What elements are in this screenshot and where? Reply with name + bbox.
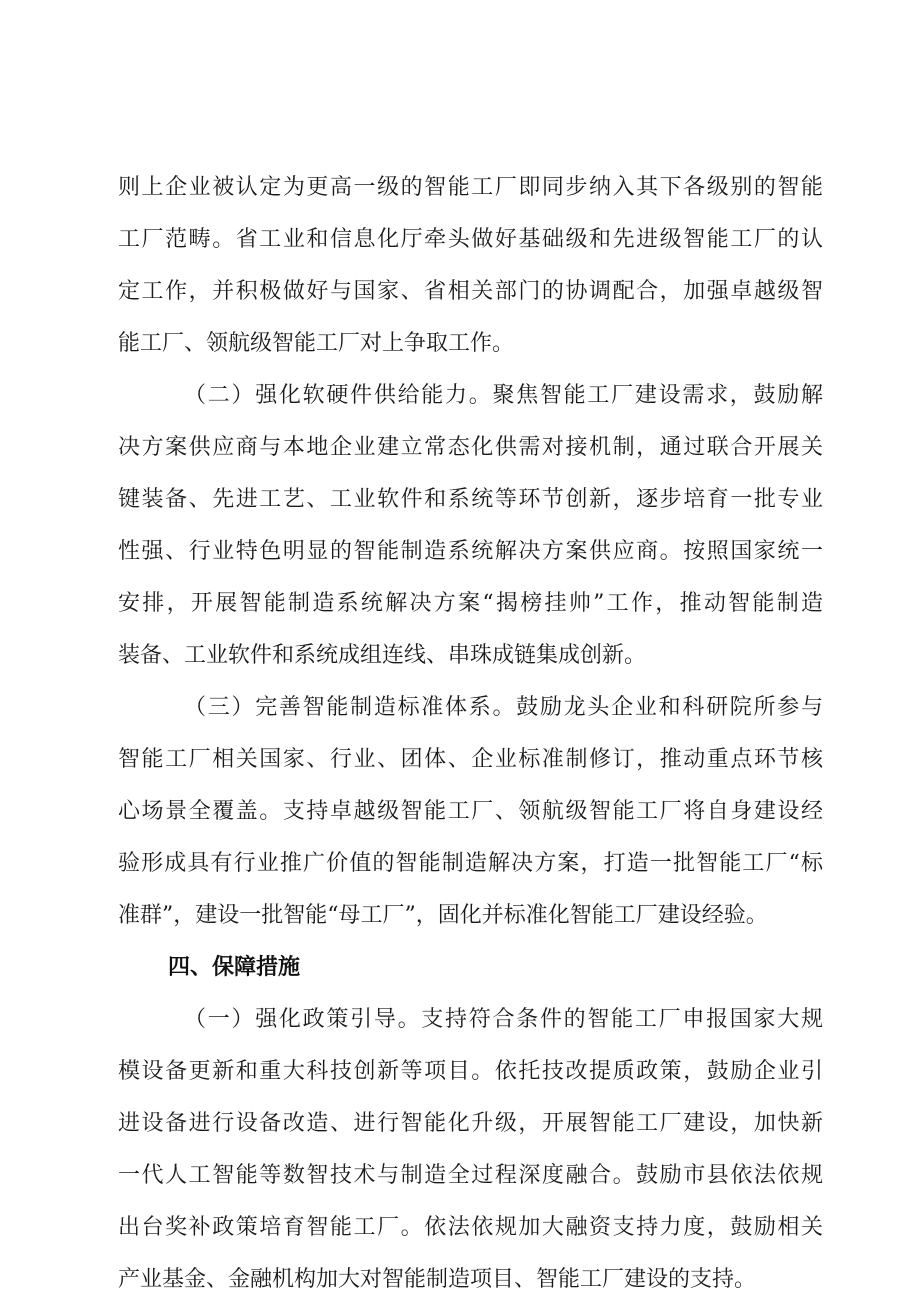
body-line: 则上企业被认定为更高一级的智能工厂即同步纳入其下各级别的智能 — [118, 175, 823, 200]
body-line: 进设备进行设备改造、进行智能化升级，开展智能工厂建设，加快新 — [118, 1111, 823, 1136]
body-line: 产业基金、金融机构加大对智能制造项目、智能工厂建设的支持。 — [118, 1267, 757, 1292]
body-line: 定工作，并积极做好与国家、省相关部门的协调配合，加强卓越级智 — [118, 279, 823, 304]
body-line: 模设备更新和重大科技创新等项目。依托技改提质政策，鼓励企业引 — [118, 1059, 823, 1084]
section-heading: 四、保障措施 — [168, 955, 301, 980]
body-line: 心场景全覆盖。支持卓越级智能工厂、领航级智能工厂将自身建设经 — [118, 799, 823, 824]
body-line: 准群”，建设一批智能“母工厂”，固化并标准化智能工厂建设经验。 — [118, 903, 768, 928]
body-line: 能工厂、领航级智能工厂对上争取工作。 — [118, 331, 515, 356]
body-line: 工厂范畴。省工业和信息化厅牵头做好基础级和先进级智能工厂的认 — [118, 227, 823, 252]
body-line: 智能工厂相关国家、行业、团体、企业标准制修订，推动重点环节核 — [118, 747, 823, 772]
section-line: （三）完善智能制造标准体系。鼓励龙头企业和科研院所参与 — [184, 695, 823, 720]
body-line: 验形成具有行业推广价值的智能制造解决方案，打造一批智能工厂“标 — [118, 851, 823, 876]
body-line: 安排，开展智能制造系统解决方案“揭榜挂帅”工作，推动智能制造 — [118, 591, 823, 616]
body-line: 决方案供应商与本地企业建立常态化供需对接机制，通过联合开展关 — [118, 435, 823, 460]
section-line: （二）强化软硬件供给能力。聚焦智能工厂建设需求，鼓励解 — [184, 383, 823, 408]
section-line: （一）强化政策引导。支持符合条件的智能工厂申报国家大规 — [184, 1007, 823, 1032]
body-line: 装备、工业软件和系统成组连线、串珠成链集成创新。 — [118, 643, 647, 668]
body-line: 性强、行业特色明显的智能制造系统解决方案供应商。按照国家统一 — [118, 539, 823, 564]
body-line: 出台奖补政策培育智能工厂。依法依规加大融资支持力度，鼓励相关 — [118, 1215, 823, 1240]
document-body — [118, 162, 823, 1306]
body-line: 键装备、先进工艺、工业软件和系统等环节创新，逐步培育一批专业 — [118, 487, 823, 512]
body-line: 一代人工智能等数智技术与制造全过程深度融合。鼓励市县依法依规 — [118, 1163, 823, 1188]
